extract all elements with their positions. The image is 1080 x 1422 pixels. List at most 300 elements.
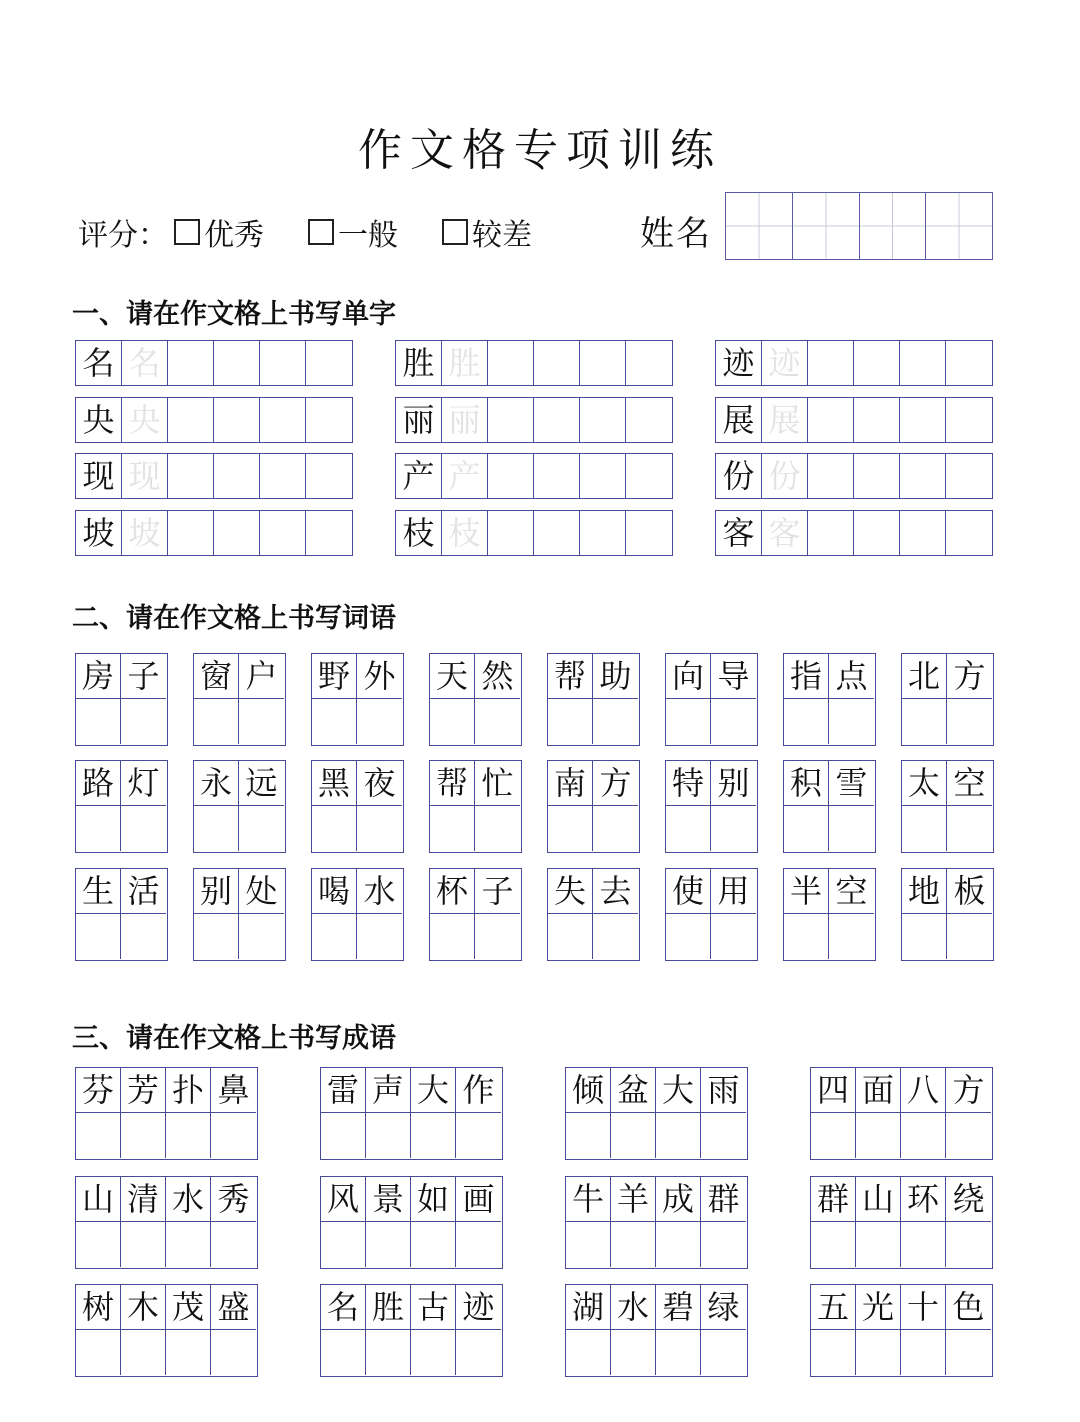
blank-writing-cell[interactable] [829, 806, 874, 851]
model-character: 份 [716, 454, 762, 498]
blank-writing-cell[interactable] [194, 914, 239, 959]
blank-writing-cell[interactable] [321, 1330, 366, 1375]
blank-writing-cell[interactable] [701, 1113, 746, 1158]
model-character: 胜 [396, 341, 442, 385]
name-cell[interactable] [860, 193, 927, 259]
blank-writing-cell[interactable] [366, 1113, 411, 1158]
model-character: 帮 [430, 761, 475, 806]
blank-writing-cell[interactable] [829, 699, 874, 744]
blank-writing-cell[interactable] [901, 1330, 946, 1375]
character-row [715, 510, 993, 556]
model-character: 古 [411, 1285, 456, 1330]
trace-character[interactable]: 产 [442, 454, 488, 498]
blank-writing-cell[interactable] [76, 806, 121, 851]
word-grid [901, 653, 994, 746]
trace-character[interactable]: 丽 [442, 398, 488, 442]
blank-writing-cell[interactable] [411, 1330, 456, 1375]
rating-option-poor[interactable] [442, 210, 532, 254]
model-character: 五 [811, 1285, 856, 1330]
blank-writing-cell[interactable] [784, 699, 829, 744]
blank-writing-cell[interactable] [306, 454, 352, 498]
blank-writing-cell[interactable] [947, 699, 992, 744]
blank-writing-cell[interactable] [784, 806, 829, 851]
page-title: 作文格专项训练 [358, 125, 722, 176]
idiom-grid [75, 1176, 258, 1269]
model-character: 声 [366, 1068, 411, 1113]
trace-character[interactable]: 客 [762, 511, 808, 555]
blank-writing-cell[interactable] [946, 398, 992, 442]
blank-writing-cell[interactable] [430, 699, 475, 744]
blank-writing-cell[interactable] [488, 454, 534, 498]
blank-writing-cell[interactable] [946, 1113, 991, 1158]
blank-writing-cell[interactable] [306, 398, 352, 442]
blank-writing-cell[interactable] [808, 398, 854, 442]
blank-writing-cell[interactable] [784, 914, 829, 959]
word-grid [547, 868, 640, 961]
name-cell[interactable] [793, 193, 860, 259]
blank-writing-cell[interactable] [214, 511, 260, 555]
character-row [395, 340, 673, 386]
model-character: 别 [711, 761, 756, 806]
blank-writing-cell[interactable] [900, 454, 946, 498]
model-character: 房 [76, 654, 121, 699]
character-row [715, 397, 993, 443]
blank-writing-cell[interactable] [357, 699, 402, 744]
blank-writing-cell[interactable] [239, 806, 284, 851]
model-character: 景 [366, 1177, 411, 1222]
model-character: 山 [76, 1177, 121, 1222]
blank-writing-cell[interactable] [902, 806, 947, 851]
model-character: 大 [656, 1068, 701, 1113]
word-grid [783, 760, 876, 853]
model-character: 色 [946, 1285, 991, 1330]
blank-writing-cell[interactable] [626, 454, 672, 498]
model-character: 大 [411, 1068, 456, 1113]
model-character: 积 [784, 761, 829, 806]
rating-option-excellent[interactable] [174, 210, 264, 254]
blank-writing-cell[interactable] [76, 914, 121, 959]
blank-writing-cell[interactable] [901, 1113, 946, 1158]
blank-writing-cell[interactable] [811, 1113, 856, 1158]
model-character: 雨 [701, 1068, 746, 1113]
model-character: 用 [711, 869, 756, 914]
blank-writing-cell[interactable] [321, 1222, 366, 1267]
model-character: 展 [716, 398, 762, 442]
blank-writing-cell[interactable] [808, 341, 854, 385]
model-character: 面 [856, 1068, 901, 1113]
blank-writing-cell[interactable] [548, 699, 593, 744]
blank-writing-cell[interactable] [76, 1222, 121, 1267]
blank-writing-cell[interactable] [947, 914, 992, 959]
trace-character[interactable]: 现 [122, 454, 168, 498]
blank-writing-cell[interactable] [321, 1113, 366, 1158]
blank-writing-cell[interactable] [121, 806, 166, 851]
blank-writing-cell[interactable] [701, 1330, 746, 1375]
blank-writing-cell[interactable] [566, 1330, 611, 1375]
model-character: 风 [321, 1177, 366, 1222]
blank-writing-cell[interactable] [611, 1330, 656, 1375]
blank-writing-cell[interactable] [946, 1330, 991, 1375]
model-character: 指 [784, 654, 829, 699]
model-character: 作 [456, 1068, 501, 1113]
blank-writing-cell[interactable] [900, 511, 946, 555]
model-character: 四 [811, 1068, 856, 1113]
blank-writing-cell[interactable] [534, 341, 580, 385]
idiom-grid [320, 1176, 503, 1269]
blank-writing-cell[interactable] [900, 341, 946, 385]
idiom-grid [320, 1284, 503, 1377]
blank-writing-cell[interactable] [947, 806, 992, 851]
blank-writing-cell[interactable] [902, 914, 947, 959]
character-row [75, 340, 353, 386]
blank-writing-cell[interactable] [430, 806, 475, 851]
word-grid [75, 760, 168, 853]
model-character: 十 [901, 1285, 946, 1330]
model-character: 夜 [357, 761, 402, 806]
model-character: 群 [701, 1177, 746, 1222]
model-character: 远 [239, 761, 284, 806]
blank-writing-cell[interactable] [626, 511, 672, 555]
blank-writing-cell[interactable] [611, 1113, 656, 1158]
blank-writing-cell[interactable] [901, 1222, 946, 1267]
model-character: 雷 [321, 1068, 366, 1113]
blank-writing-cell[interactable] [626, 398, 672, 442]
blank-writing-cell[interactable] [580, 511, 626, 555]
blank-writing-cell[interactable] [656, 1222, 701, 1267]
blank-writing-cell[interactable] [854, 454, 900, 498]
model-character: 然 [475, 654, 520, 699]
blank-writing-cell[interactable] [580, 398, 626, 442]
blank-writing-cell[interactable] [808, 454, 854, 498]
model-character: 向 [666, 654, 711, 699]
model-character: 灯 [121, 761, 166, 806]
model-character: 名 [76, 341, 122, 385]
word-grid [311, 760, 404, 853]
idiom-grid [320, 1067, 503, 1160]
checkbox-icon[interactable] [442, 219, 468, 245]
model-character: 产 [396, 454, 442, 498]
blank-writing-cell[interactable] [488, 398, 534, 442]
model-character: 雪 [829, 761, 874, 806]
model-character: 永 [194, 761, 239, 806]
model-character: 太 [902, 761, 947, 806]
blank-writing-cell[interactable] [711, 806, 756, 851]
character-row [395, 397, 673, 443]
blank-writing-cell[interactable] [656, 1113, 701, 1158]
blank-writing-cell[interactable] [946, 454, 992, 498]
name-cell[interactable] [726, 193, 793, 259]
character-row [75, 397, 353, 443]
model-character: 盆 [611, 1068, 656, 1113]
character-row [715, 453, 993, 499]
blank-writing-cell[interactable] [357, 914, 402, 959]
blank-writing-cell[interactable] [168, 511, 214, 555]
rating-label: 评分： [78, 218, 168, 253]
rating-bar [78, 208, 576, 256]
blank-writing-cell[interactable] [566, 1113, 611, 1158]
blank-writing-cell[interactable] [211, 1330, 256, 1375]
blank-writing-cell[interactable] [306, 511, 352, 555]
blank-writing-cell[interactable] [260, 454, 306, 498]
model-character: 导 [711, 654, 756, 699]
model-character: 水 [611, 1285, 656, 1330]
blank-writing-cell[interactable] [593, 914, 638, 959]
model-character: 名 [321, 1285, 366, 1330]
checkbox-icon[interactable] [308, 219, 334, 245]
blank-writing-cell[interactable] [214, 341, 260, 385]
word-grid [547, 653, 640, 746]
model-character: 外 [357, 654, 402, 699]
model-character: 户 [239, 654, 284, 699]
blank-writing-cell[interactable] [711, 914, 756, 959]
blank-writing-cell[interactable] [593, 699, 638, 744]
idiom-grid [810, 1067, 993, 1160]
blank-writing-cell[interactable] [76, 699, 121, 744]
blank-writing-cell[interactable] [456, 1330, 501, 1375]
character-row [75, 453, 353, 499]
blank-writing-cell[interactable] [211, 1113, 256, 1158]
idiom-grid [810, 1176, 993, 1269]
blank-writing-cell[interactable] [211, 1222, 256, 1267]
model-character: 窗 [194, 654, 239, 699]
character-row [715, 340, 993, 386]
model-character: 坡 [76, 511, 122, 555]
blank-writing-cell[interactable] [548, 914, 593, 959]
model-character: 特 [666, 761, 711, 806]
model-character: 方 [593, 761, 638, 806]
blank-writing-cell[interactable] [194, 699, 239, 744]
blank-writing-cell[interactable] [656, 1330, 701, 1375]
word-grid [429, 653, 522, 746]
idiom-grid [565, 1284, 748, 1377]
blank-writing-cell[interactable] [366, 1330, 411, 1375]
trace-character[interactable]: 枝 [442, 511, 488, 555]
blank-writing-cell[interactable] [312, 914, 357, 959]
blank-writing-cell[interactable] [121, 1113, 166, 1158]
trace-character[interactable]: 央 [122, 398, 168, 442]
blank-writing-cell[interactable] [260, 398, 306, 442]
blank-writing-cell[interactable] [194, 806, 239, 851]
blank-writing-cell[interactable] [306, 341, 352, 385]
blank-writing-cell[interactable] [946, 341, 992, 385]
model-character: 生 [76, 869, 121, 914]
word-grid [901, 760, 994, 853]
model-character: 水 [166, 1177, 211, 1222]
blank-writing-cell[interactable] [854, 341, 900, 385]
model-character: 芬 [76, 1068, 121, 1113]
model-character: 路 [76, 761, 121, 806]
blank-writing-cell[interactable] [121, 1330, 166, 1375]
blank-writing-cell[interactable] [856, 1330, 901, 1375]
model-character: 牛 [566, 1177, 611, 1222]
blank-writing-cell[interactable] [811, 1330, 856, 1375]
word-grid [665, 868, 758, 961]
blank-writing-cell[interactable] [121, 914, 166, 959]
blank-writing-cell[interactable] [168, 398, 214, 442]
blank-writing-cell[interactable] [626, 341, 672, 385]
model-character: 客 [716, 511, 762, 555]
model-character: 清 [121, 1177, 166, 1222]
blank-writing-cell[interactable] [121, 699, 166, 744]
blank-writing-cell[interactable] [666, 699, 711, 744]
blank-writing-cell[interactable] [902, 699, 947, 744]
blank-writing-cell[interactable] [411, 1113, 456, 1158]
model-character: 环 [901, 1177, 946, 1222]
blank-writing-cell[interactable] [260, 511, 306, 555]
blank-writing-cell[interactable] [811, 1222, 856, 1267]
model-character: 野 [312, 654, 357, 699]
blank-writing-cell[interactable] [456, 1222, 501, 1267]
model-character: 鼻 [211, 1068, 256, 1113]
blank-writing-cell[interactable] [580, 341, 626, 385]
name-writing-grid[interactable] [725, 192, 993, 260]
blank-writing-cell[interactable] [475, 699, 520, 744]
word-grid [193, 868, 286, 961]
blank-writing-cell[interactable] [946, 511, 992, 555]
blank-writing-cell[interactable] [214, 454, 260, 498]
model-character: 八 [901, 1068, 946, 1113]
blank-writing-cell[interactable] [357, 806, 402, 851]
model-character: 北 [902, 654, 947, 699]
blank-writing-cell[interactable] [548, 806, 593, 851]
word-grid [311, 653, 404, 746]
blank-writing-cell[interactable] [475, 806, 520, 851]
blank-writing-cell[interactable] [580, 454, 626, 498]
blank-writing-cell[interactable] [430, 914, 475, 959]
model-character: 半 [784, 869, 829, 914]
trace-character[interactable]: 名 [122, 341, 168, 385]
word-grid [547, 760, 640, 853]
blank-writing-cell[interactable] [808, 511, 854, 555]
idiom-grid [810, 1284, 993, 1377]
model-character: 水 [357, 869, 402, 914]
model-character: 黑 [312, 761, 357, 806]
word-grid [665, 653, 758, 746]
model-character: 碧 [656, 1285, 701, 1330]
model-character: 失 [548, 869, 593, 914]
blank-writing-cell[interactable] [711, 699, 756, 744]
word-grid [311, 868, 404, 961]
blank-writing-cell[interactable] [856, 1222, 901, 1267]
model-character: 现 [76, 454, 122, 498]
word-grid [783, 653, 876, 746]
model-character: 羊 [611, 1177, 656, 1222]
blank-writing-cell[interactable] [475, 914, 520, 959]
blank-writing-cell[interactable] [166, 1113, 211, 1158]
model-character: 芳 [121, 1068, 166, 1113]
model-character: 空 [947, 761, 992, 806]
model-character: 茂 [166, 1285, 211, 1330]
blank-writing-cell[interactable] [260, 341, 306, 385]
trace-character[interactable]: 份 [762, 454, 808, 498]
model-character: 丽 [396, 398, 442, 442]
blank-writing-cell[interactable] [166, 1330, 211, 1375]
blank-writing-cell[interactable] [900, 398, 946, 442]
blank-writing-cell[interactable] [856, 1113, 901, 1158]
blank-writing-cell[interactable] [946, 1222, 991, 1267]
model-character: 木 [121, 1285, 166, 1330]
blank-writing-cell[interactable] [168, 454, 214, 498]
trace-character[interactable]: 迹 [762, 341, 808, 385]
blank-writing-cell[interactable] [534, 511, 580, 555]
blank-writing-cell[interactable] [488, 341, 534, 385]
blank-writing-cell[interactable] [534, 398, 580, 442]
blank-writing-cell[interactable] [239, 914, 284, 959]
model-character: 空 [829, 869, 874, 914]
character-row [75, 510, 353, 556]
word-grid [429, 868, 522, 961]
idiom-grid [565, 1176, 748, 1269]
model-character: 忙 [475, 761, 520, 806]
word-grid [429, 760, 522, 853]
model-character: 南 [548, 761, 593, 806]
blank-writing-cell[interactable] [214, 398, 260, 442]
name-cell[interactable] [926, 193, 992, 259]
blank-writing-cell[interactable] [666, 914, 711, 959]
idiom-grid [565, 1067, 748, 1160]
blank-writing-cell[interactable] [166, 1222, 211, 1267]
rating-option-average[interactable] [308, 210, 398, 254]
model-character: 迹 [716, 341, 762, 385]
blank-writing-cell[interactable] [701, 1222, 746, 1267]
section-title-idioms: 三、请在作文格上书写成语 [72, 1023, 396, 1054]
model-character: 树 [76, 1285, 121, 1330]
trace-character[interactable]: 坡 [122, 511, 168, 555]
blank-writing-cell[interactable] [366, 1222, 411, 1267]
model-character: 方 [947, 654, 992, 699]
blank-writing-cell[interactable] [488, 511, 534, 555]
blank-writing-cell[interactable] [854, 511, 900, 555]
model-character: 活 [121, 869, 166, 914]
section-title-characters: 一、请在作文格上书写单字 [72, 299, 396, 330]
word-grid [193, 653, 286, 746]
model-character: 方 [946, 1068, 991, 1113]
model-character: 杯 [430, 869, 475, 914]
blank-writing-cell[interactable] [76, 1330, 121, 1375]
blank-writing-cell[interactable] [411, 1222, 456, 1267]
blank-writing-cell[interactable] [239, 699, 284, 744]
word-grid [75, 868, 168, 961]
blank-writing-cell[interactable] [566, 1222, 611, 1267]
model-character: 央 [76, 398, 122, 442]
model-character: 胜 [366, 1285, 411, 1330]
blank-writing-cell[interactable] [312, 806, 357, 851]
blank-writing-cell[interactable] [534, 454, 580, 498]
model-character: 绕 [946, 1177, 991, 1222]
rating-option-label: 优秀 [204, 218, 264, 253]
blank-writing-cell[interactable] [854, 398, 900, 442]
model-character: 地 [902, 869, 947, 914]
blank-writing-cell[interactable] [829, 914, 874, 959]
blank-writing-cell[interactable] [312, 699, 357, 744]
blank-writing-cell[interactable] [121, 1222, 166, 1267]
word-grid [783, 868, 876, 961]
trace-character[interactable]: 胜 [442, 341, 488, 385]
blank-writing-cell[interactable] [456, 1113, 501, 1158]
name-label: 姓名 [640, 214, 712, 254]
blank-writing-cell[interactable] [611, 1222, 656, 1267]
blank-writing-cell[interactable] [666, 806, 711, 851]
checkbox-icon[interactable] [174, 219, 200, 245]
model-character: 湖 [566, 1285, 611, 1330]
model-character: 绿 [701, 1285, 746, 1330]
trace-character[interactable]: 展 [762, 398, 808, 442]
model-character: 别 [194, 869, 239, 914]
blank-writing-cell[interactable] [593, 806, 638, 851]
model-character: 秀 [211, 1177, 256, 1222]
blank-writing-cell[interactable] [76, 1113, 121, 1158]
blank-writing-cell[interactable] [168, 341, 214, 385]
